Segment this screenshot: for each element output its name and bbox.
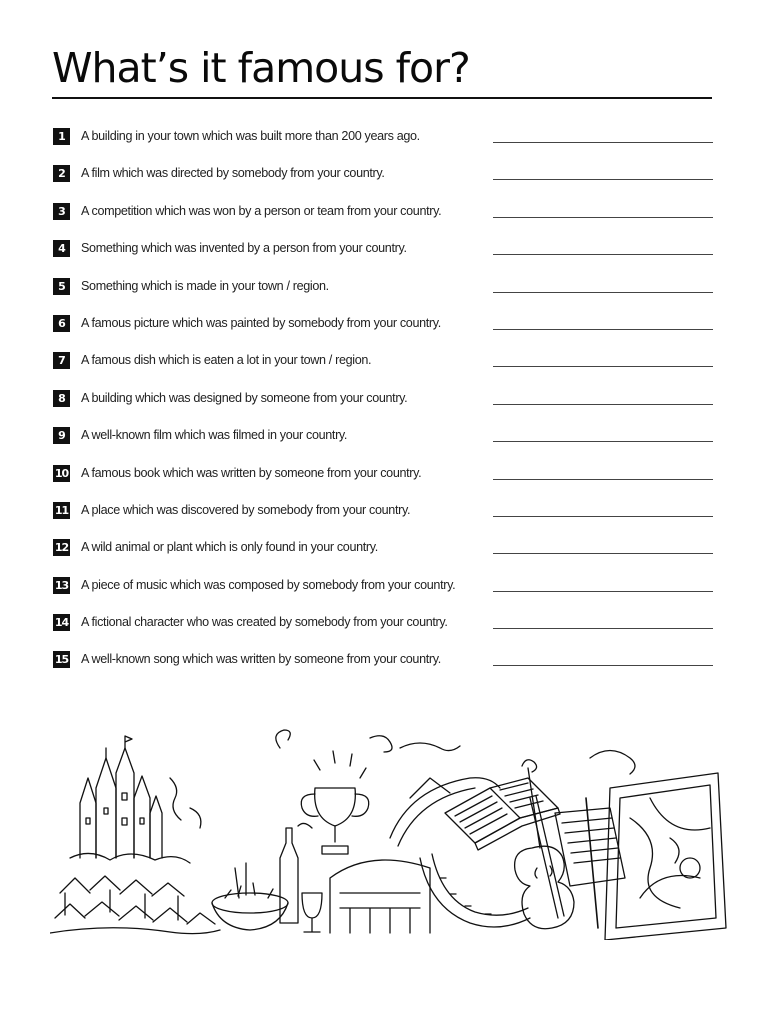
list-item — [53, 575, 713, 612]
answer-line[interactable] — [493, 329, 713, 330]
violin-drawing — [515, 760, 598, 929]
answer-line[interactable] — [493, 665, 713, 666]
list-item — [53, 201, 713, 238]
answer-line[interactable] — [493, 591, 713, 592]
title-divider — [52, 97, 712, 99]
film-strip-drawing — [330, 778, 530, 933]
list-item — [53, 537, 713, 574]
answer-line[interactable] — [493, 628, 713, 629]
answer-line[interactable] — [493, 217, 713, 218]
answer-line[interactable] — [493, 441, 713, 442]
list-item — [53, 425, 713, 462]
question-number-badge: 7 — [53, 352, 70, 369]
list-item — [53, 463, 713, 500]
question-number-badge: 9 — [53, 427, 70, 444]
answer-line[interactable] — [493, 142, 713, 143]
answer-line[interactable] — [493, 366, 713, 367]
question-number-badge: 6 — [53, 315, 70, 332]
question-text: A building which was designed by someone from your country. — [81, 390, 408, 405]
question-number-badge: 5 — [53, 278, 70, 295]
question-text: A famous dish which is eaten a lot in your town / region. — [81, 353, 372, 368]
list-item — [53, 238, 713, 275]
question-text: Something which was invented by a person from your country. — [81, 241, 407, 256]
question-text: A wild animal or plant which is only found in your country. — [81, 540, 378, 555]
question-text: Something which is made in your town / region. — [81, 278, 329, 293]
question-text: A famous book which was written by someone from your country. — [81, 465, 422, 480]
question-text: A piece of music which was composed by somebody from your country. — [81, 577, 456, 592]
question-number-badge: 10 — [54, 466, 69, 480]
answer-line[interactable] — [493, 516, 713, 517]
answer-line[interactable] — [493, 553, 713, 554]
list-item — [53, 500, 713, 537]
famous-things-illustration — [50, 718, 730, 940]
list-item — [53, 612, 713, 649]
question-number-badge: 12 — [54, 541, 69, 555]
question-list — [53, 126, 713, 687]
castle-drawing — [50, 736, 220, 934]
list-item — [53, 313, 713, 350]
question-text: A well-known film which was filmed in your country. — [81, 428, 348, 443]
question-text: A building in your town which was built more than 200 years ago. — [81, 129, 420, 143]
answer-line[interactable] — [493, 292, 713, 293]
question-text: A competition which was won by a person or team from your country. — [81, 203, 442, 218]
question-number-badge: 8 — [53, 390, 70, 407]
question-number-badge: 3 — [53, 203, 70, 220]
question-text: A well-known song which was written by someone from your country. — [81, 652, 441, 667]
question-text: A place which was discovered by somebody from your country. — [81, 502, 411, 517]
list-item — [53, 350, 713, 387]
sheet-music-drawing — [555, 751, 635, 887]
question-text: A fictional character who was created by somebody from your country. — [81, 615, 448, 630]
answer-line[interactable] — [493, 404, 713, 405]
question-text: A film which was directed by somebody from your country. — [81, 166, 385, 181]
question-number-badge: 2 — [53, 165, 70, 182]
list-item — [53, 126, 713, 163]
question-number-badge: 14 — [54, 616, 69, 630]
food-and-wine-drawing — [170, 778, 322, 932]
book-drawing — [445, 778, 560, 850]
page-title: What’s it famous for? — [52, 44, 470, 92]
question-number-badge: 11 — [54, 503, 69, 517]
question-text: A famous picture which was painted by somebody from your country. — [81, 315, 441, 330]
list-item — [53, 649, 713, 686]
question-number-badge: 13 — [54, 578, 69, 592]
answer-line[interactable] — [493, 479, 713, 480]
framed-picture-drawing — [605, 773, 726, 940]
answer-line[interactable] — [493, 179, 713, 180]
answer-line[interactable] — [493, 254, 713, 255]
question-number-badge: 15 — [54, 653, 69, 667]
list-item — [53, 276, 713, 313]
list-item — [53, 163, 713, 200]
list-item — [53, 388, 713, 425]
trophy-drawing — [276, 730, 460, 854]
question-number-badge: 4 — [53, 240, 70, 257]
question-number-badge: 1 — [53, 128, 70, 145]
